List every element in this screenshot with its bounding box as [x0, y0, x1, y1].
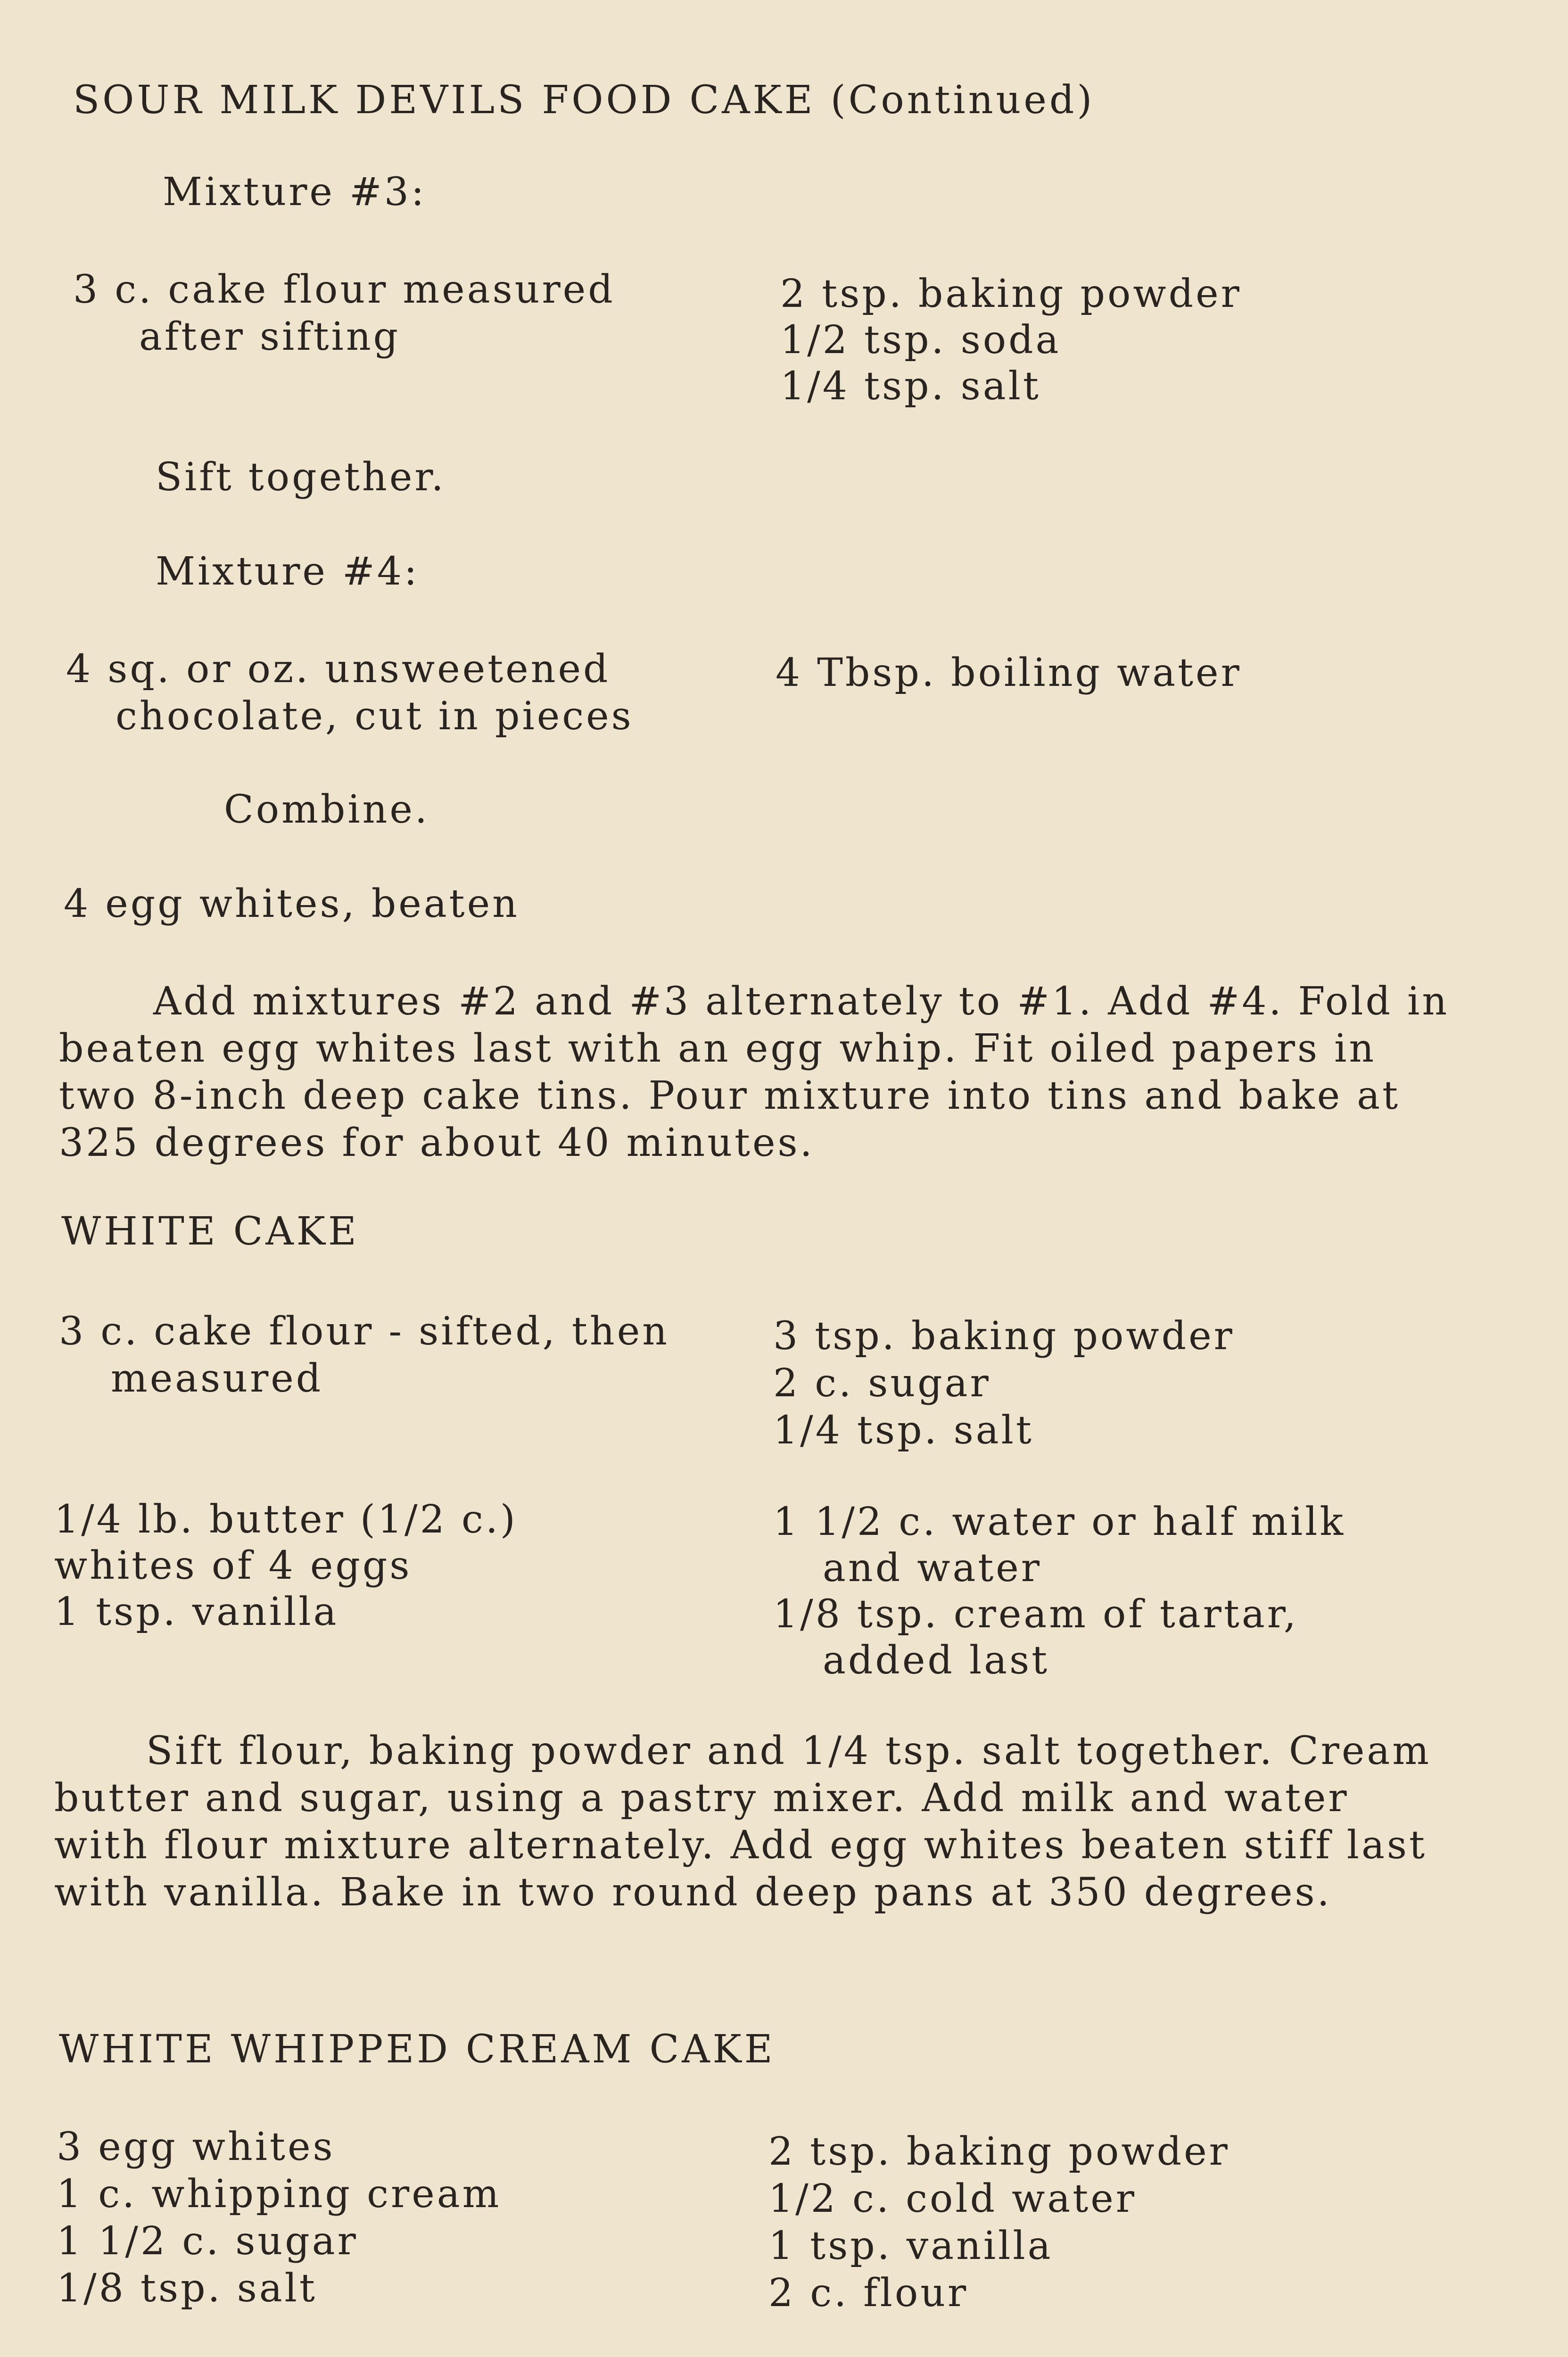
ingredient-line: 1/4 tsp. salt [780, 364, 1041, 409]
whipped-right-ingredients [768, 2128, 1230, 2317]
ingredient-line: 3 tsp. baking powder [773, 1314, 1235, 1359]
ingredient-line: 1/8 tsp. salt [57, 2266, 317, 2311]
white-cake-right-ingredients-b [773, 1499, 1345, 1684]
recipe-title-sour-milk: SOUR MILK DEVILS FOOD CAKE (Continued) [73, 78, 1095, 123]
ingredient-line: chocolate, cut in pieces [116, 694, 634, 739]
sift-instruction: Sift together. [156, 455, 446, 500]
ingredient-line: 3 c. cake flour measured [73, 267, 615, 312]
egg-whites-line: 4 egg whites, beaten [64, 882, 520, 926]
ingredient-line: 1 1/2 c. sugar [57, 2219, 358, 2264]
ingredient-line: after sifting [139, 314, 401, 359]
ingredient-line: 2 tsp. baking powder [768, 2129, 1230, 2174]
ingredient-line: 1/4 lb. butter (1/2 c.) [54, 1497, 518, 1542]
white-cake-directions: Sift flour, baking powder and 1/4 tsp. salt together. Cream butter and sugar, using a pastry mixer. Add milk and water with flour mixture alternately. Add egg whites beaten stiff last with vanilla. Bake in two round deep pans at 350 degrees. [54, 1729, 1432, 1915]
white-cake-left-ingredients-b [54, 1497, 518, 1635]
sour-milk-directions: Add mixtures #2 and #3 alternately to #1. Add #4. Fold in beaten egg whites last with an egg whip. Fit oiled papers in two 8-inch deep cake tins. Pour mixture into tins and bake at 325 degrees for about 40 minutes. [59, 979, 1450, 1165]
mixture-4-left-ingredients [66, 646, 634, 740]
ingredient-line: 3 c. cake flour - sifted, then [59, 1309, 670, 1354]
ingredient-line: 1/2 tsp. soda [780, 318, 1061, 363]
white-cake-left-ingredients-a [59, 1308, 669, 1402]
mixture-3-label: Mixture #3: [163, 170, 427, 214]
mixture-3-right-ingredients [780, 271, 1242, 410]
ingredient-line: and water [823, 1546, 1042, 1591]
recipe-title-whipped-cream-cake: WHITE WHIPPED CREAM CAKE [59, 2027, 776, 2072]
white-cake-right-ingredients-a [773, 1313, 1235, 1454]
ingredient-line: 1 1/2 c. water or half milk [773, 1500, 1346, 1544]
ingredient-line: 1/2 c. cold water [768, 2176, 1137, 2221]
ingredient-line: 1/4 tsp. salt [773, 1408, 1034, 1453]
ingredient-line: whites of 4 eggs [54, 1543, 412, 1588]
ingredient-line: 3 egg whites [57, 2125, 335, 2169]
combine-instruction: Combine. [224, 787, 429, 832]
ingredient-line: 1/8 tsp. cream of tartar, [773, 1592, 1298, 1637]
ingredient-line: 2 c. flour [768, 2271, 969, 2316]
ingredient-line: measured [111, 1356, 323, 1401]
ingredient-line: 1 tsp. vanilla [768, 2224, 1053, 2268]
whipped-left-ingredients [57, 2124, 501, 2312]
ingredient-line: 2 c. sugar [773, 1361, 991, 1406]
ingredient-line: 1 c. whipping cream [57, 2172, 502, 2217]
mixture-4-label: Mixture #4: [156, 549, 420, 594]
ingredient-line: 1 tsp. vanilla [54, 1590, 339, 1634]
mixture-4-right-ingredient: 4 Tbsp. boiling water [776, 651, 1242, 695]
recipe-title-white-cake: WHITE CAKE [61, 1209, 359, 1254]
ingredient-line: 2 tsp. baking powder [780, 272, 1242, 316]
mixture-3-left-ingredients [73, 266, 615, 361]
ingredient-line: 4 sq. or oz. unsweetened [66, 647, 611, 692]
ingredient-line: added last [823, 1638, 1050, 1683]
